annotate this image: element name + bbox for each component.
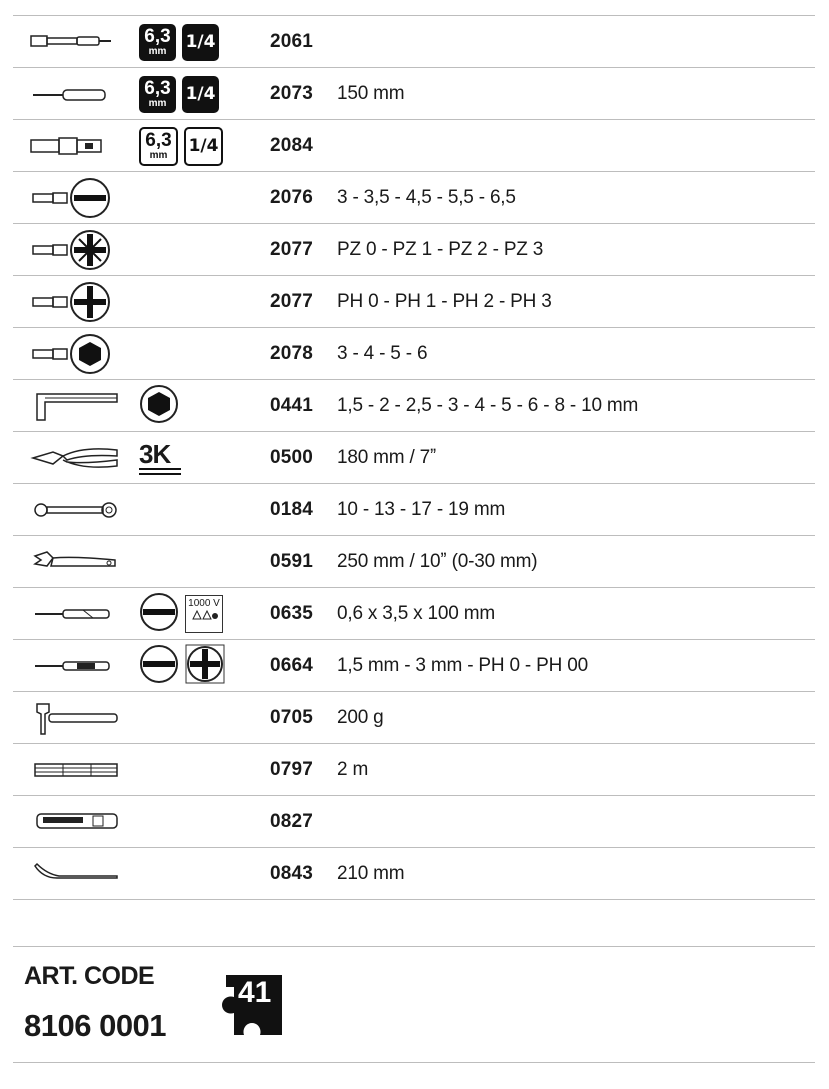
hex-key-icon <box>23 380 123 431</box>
item-code: 0827 <box>270 811 314 832</box>
item-description: 0,6 x 3,5 x 100 mm <box>337 603 495 624</box>
item-code: 2078 <box>270 343 314 364</box>
hex-badge <box>139 384 179 429</box>
badge-unit: mm <box>148 98 167 109</box>
badge-group <box>139 439 181 477</box>
hex-tip-icon <box>139 384 179 424</box>
table-row <box>13 380 815 432</box>
piece-count: 41 <box>238 976 272 1009</box>
item-code: 0591 <box>270 551 314 572</box>
item-code: 0664 <box>270 655 314 676</box>
table-row <box>13 276 815 328</box>
table-row <box>13 588 815 640</box>
item-code: 2061 <box>270 31 314 52</box>
item-description: 2 m <box>337 759 369 780</box>
badge-group <box>139 595 223 633</box>
scraper-icon <box>23 848 123 899</box>
badge-value: 6,3 <box>144 26 171 47</box>
table-row <box>13 432 815 484</box>
item-description: 3 - 3,5 - 4,5 - 5,5 - 6,5 <box>337 187 516 208</box>
safety-symbols-icon <box>189 609 219 624</box>
badge-group <box>139 75 219 113</box>
item-description: 1,5 mm - 3 mm - PH 0 - PH 00 <box>337 655 588 676</box>
item-code: 0797 <box>270 759 314 780</box>
art-code-label: ART. CODE <box>24 962 155 990</box>
badge-value: 1000 V <box>188 598 220 609</box>
slotted-tip-icon <box>139 644 179 684</box>
item-code: 0705 <box>270 707 314 728</box>
size-6-3mm-badge <box>139 127 178 166</box>
table-row <box>13 484 815 536</box>
screwdriver-set-icon <box>23 640 123 691</box>
divider <box>13 946 815 947</box>
badge-group <box>139 647 225 685</box>
tool-table <box>13 15 815 900</box>
item-description: 10 - 13 - 17 - 19 mm <box>337 499 506 520</box>
folding-rule-icon <box>23 744 123 795</box>
table-row <box>13 224 815 276</box>
badge-group <box>139 127 223 165</box>
quarter-inch-badge <box>182 24 219 61</box>
table-row <box>13 16 815 68</box>
item-code: 2077 <box>270 291 314 312</box>
table-row <box>13 848 815 900</box>
screwdriver-handle-icon <box>23 68 123 119</box>
item-description: PH 0 - PH 1 - PH 2 - PH 3 <box>337 291 552 312</box>
item-description: 150 mm <box>337 83 405 104</box>
voltage-tester-icon <box>23 588 123 639</box>
item-description: 250 mm / 10ˮ (0-30 mm) <box>337 551 538 572</box>
badge-value: 6,3 <box>145 130 172 151</box>
bit-phillips-icon <box>23 276 123 327</box>
table-row <box>13 120 815 172</box>
item-description: 200 g <box>337 707 384 728</box>
table-row <box>13 328 815 380</box>
slotted-badge <box>139 644 179 689</box>
item-code: 2076 <box>270 187 314 208</box>
adjustable-wrench-icon <box>23 536 123 587</box>
bit-slotted-icon <box>23 172 123 223</box>
pliers-icon <box>23 432 123 483</box>
item-code: 0441 <box>270 395 314 416</box>
badge-unit: mm <box>148 46 167 57</box>
bit-adapter-icon <box>23 120 123 171</box>
badge-underline <box>139 468 181 475</box>
table-row <box>13 692 815 744</box>
item-code: 2073 <box>270 83 314 104</box>
quarter-inch-badge <box>184 127 223 166</box>
badge-unit: mm <box>149 150 168 161</box>
badge-value: 6,3 <box>144 78 171 99</box>
divider <box>13 1062 815 1063</box>
k3-quality-badge <box>139 441 181 475</box>
item-code: 0635 <box>270 603 314 624</box>
table-row <box>13 172 815 224</box>
cutter-knife-icon <box>23 796 123 847</box>
item-description: 3 - 4 - 5 - 6 <box>337 343 428 364</box>
item-code: 0184 <box>270 499 314 520</box>
size-6-3mm-badge <box>139 76 176 113</box>
art-code-value: 8106 0001 <box>24 1008 167 1043</box>
badge-group <box>139 387 179 425</box>
badge-value: 1/4 <box>185 31 216 52</box>
item-code: 0500 <box>270 447 314 468</box>
badge-value: 3K <box>139 439 171 469</box>
item-description: 1,5 - 2 - 2,5 - 3 - 4 - 5 - 6 - 8 - 10 mm <box>337 395 639 416</box>
table-row <box>13 744 815 796</box>
table-row <box>13 640 815 692</box>
table-row <box>13 68 815 120</box>
item-code: 0843 <box>270 863 314 884</box>
bit-pozidriv-icon <box>23 224 123 275</box>
badge-value: 1/4 <box>188 135 219 156</box>
table-row <box>13 536 815 588</box>
table-row <box>13 796 815 848</box>
slotted-badge <box>139 592 179 637</box>
quarter-inch-badge <box>182 76 219 113</box>
badge-value: 1/4 <box>185 83 216 104</box>
phillips-badge <box>185 644 225 689</box>
size-6-3mm-badge <box>139 24 176 61</box>
ratchet-wrench-icon <box>23 484 123 535</box>
item-code: 2077 <box>270 239 314 260</box>
bit-hex-icon <box>23 328 123 379</box>
insulated-1000v-badge <box>185 595 223 633</box>
phillips-tip-icon <box>185 644 225 684</box>
item-description: PZ 0 - PZ 1 - PZ 2 - PZ 3 <box>337 239 544 260</box>
badge-group <box>139 23 219 61</box>
item-description: 180 mm / 7ˮ <box>337 447 437 468</box>
slotted-tip-icon <box>139 592 179 632</box>
hammer-icon <box>23 692 123 743</box>
item-description: 210 mm <box>337 863 405 884</box>
item-code: 2084 <box>270 135 314 156</box>
ratchet-screwdriver-icon <box>23 16 123 67</box>
